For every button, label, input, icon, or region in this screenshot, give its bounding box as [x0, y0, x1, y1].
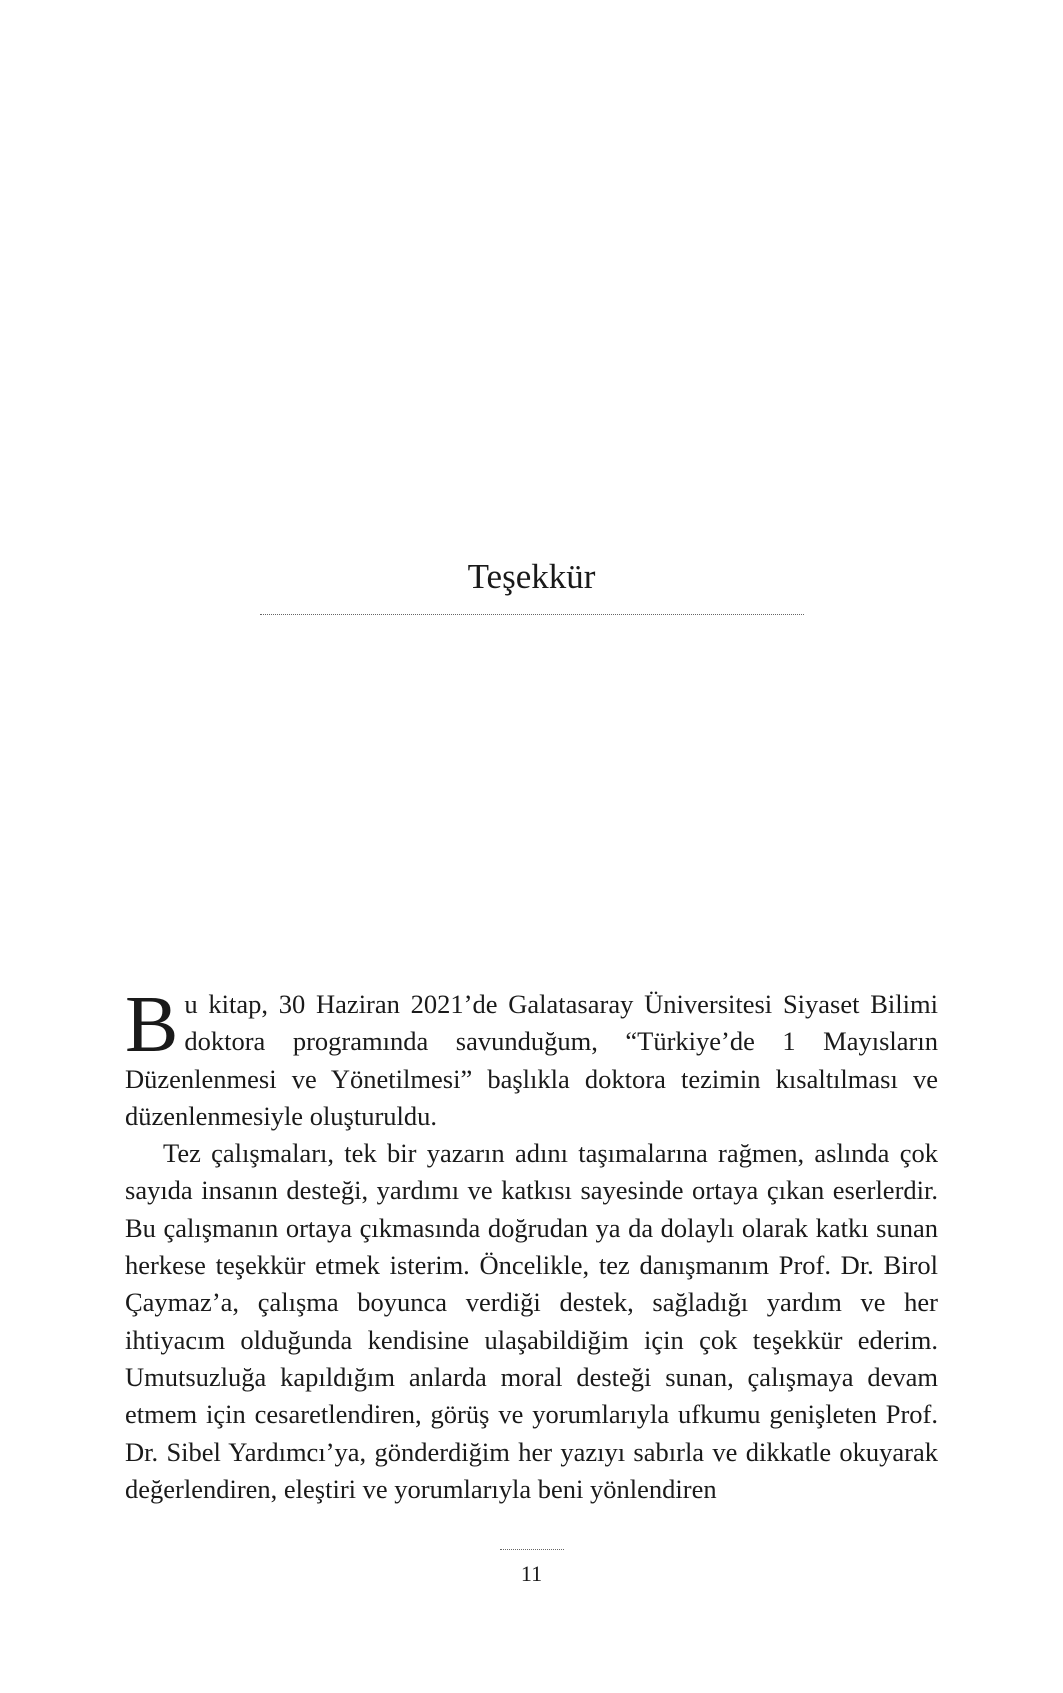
paragraph-1-text: u kitap, 30 Haziran 2021’de Galatasaray Üniversitesi Siyaset Bilimi doktora programında savunduğum, “Türkiye’de 1 Mayısların Düzenlenmesi ve Yönetilmesi” başlıkla doktora tezimin kısaltılması ve düzenlenmesiyle oluşturuldu. — [125, 989, 938, 1131]
footer-divider — [500, 1549, 564, 1550]
chapter-title: Teşekkür — [467, 557, 596, 596]
page-number: 11 — [520, 1561, 543, 1586]
title-divider — [260, 614, 804, 615]
paragraph-1 — [125, 981, 938, 1135]
paragraph-2: Tez çalışmaları, tek bir yazarın adını taşımalarına rağmen, aslında çok sayıda insanın desteği, yardımı ve katkısı sayesinde ortaya çıkan eserlerdir. Bu çalışmanın ortaya çıkmasında doğrudan ya da dolaylı olarak katkı sunan herkese teşekkür etmek isterim. Öncelikle, tez danışmanım Prof. Dr. Birol Çaymaz’a, çalışma boyunca verdiği destek, sağladığı yardım ve her ihtiyacım olduğunda kendisine ulaşabildiğim için çok teşekkür ederim. Umutsuzluğa kapıldığım anlarda moral desteği sunan, çalışmaya devam etmem için cesaretlendiren, görüş ve yorumlarıyla ufkumu genişleten Prof. Dr. Sibel Yardımcı’ya, gönderdiğim her yazıyı sabırla ve dikkatle okuyarak değerlendiren, eleştiri ve yorumlarıyla beni yönlendiren — [125, 1138, 938, 1504]
body-text — [125, 981, 938, 1508]
dropcap-letter: B — [125, 981, 179, 1069]
